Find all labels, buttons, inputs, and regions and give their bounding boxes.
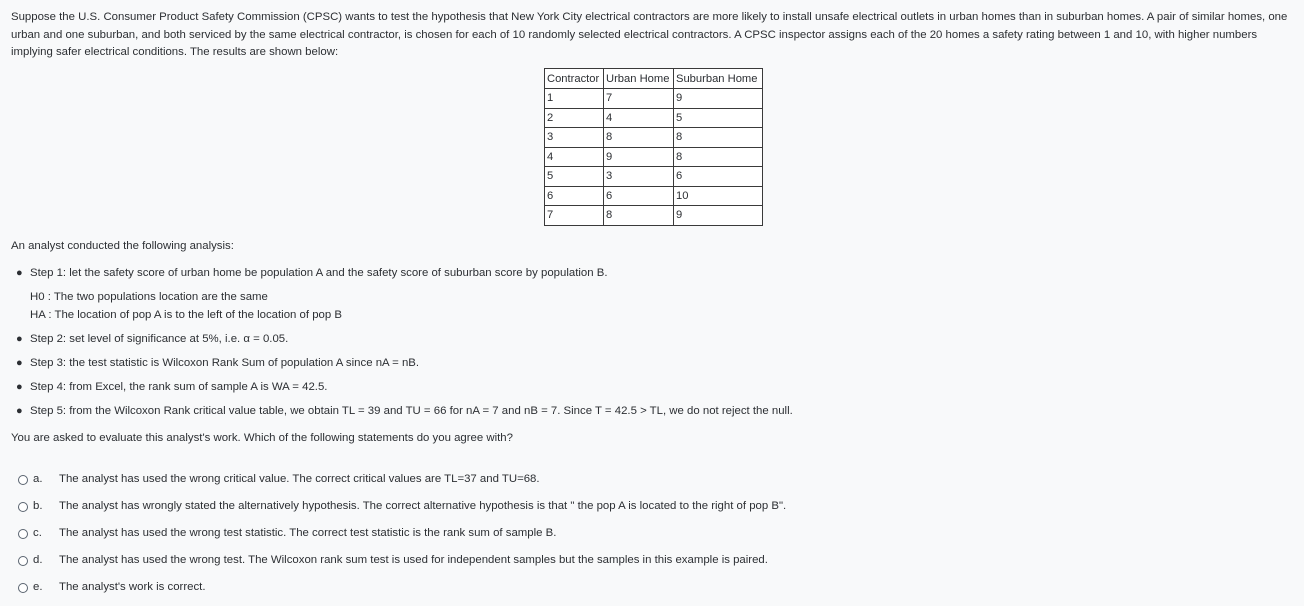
step-item: [11, 330, 1211, 348]
table-row: [545, 186, 763, 206]
column-header-urban-home: Urban Home: [604, 69, 674, 89]
table-cell: 4: [545, 147, 604, 167]
table-cell: 8: [674, 128, 763, 148]
bullet-icon: ●: [16, 333, 23, 345]
bullet-icon: ●: [16, 357, 23, 369]
radio-button-d[interactable]: [18, 556, 28, 566]
table-row: [545, 128, 763, 148]
option-text[interactable]: The analyst has used the wrong test. The Wilcoxon rank sum test is used for independent samples but the samples in this example is paired.: [59, 554, 768, 566]
table-cell: 8: [674, 147, 763, 167]
option-letter: b.: [33, 500, 43, 512]
table-cell: 9: [674, 89, 763, 109]
option-letter: e.: [33, 581, 43, 593]
results-table: [544, 68, 763, 226]
option-text[interactable]: The analyst's work is correct.: [59, 581, 206, 593]
table-cell: 8: [604, 128, 674, 148]
table-row: [545, 206, 763, 226]
step-text: Step 4: from Excel, the rank sum of sample A is WA = 42.5.: [30, 381, 328, 393]
table-cell: 6: [604, 186, 674, 206]
option-e[interactable]: [18, 581, 786, 606]
option-d[interactable]: [18, 554, 786, 581]
table-cell: 7: [545, 206, 604, 226]
step-text: Step 2: set level of significance at 5%, i.e. α = 0.05.: [30, 333, 289, 345]
step-text: Step 5: from the Wilcoxon Rank critical value table, we obtain TL = 39 and TU = 66 for nA = 7 and nB = 7. Since T = 42.5 > TL, we do not reject the null.: [30, 405, 793, 417]
radio-button-b[interactable]: [18, 502, 28, 512]
answer-options: [18, 473, 786, 606]
radio-button-a[interactable]: [18, 475, 28, 485]
table-row: [545, 147, 763, 167]
table-cell: 5: [674, 108, 763, 128]
table-cell: 4: [604, 108, 674, 128]
table-cell: 10: [674, 186, 763, 206]
option-text[interactable]: The analyst has wrongly stated the alternatively hypothesis. The correct alternative hypothesis is that " the pop A is located to the right of pop B".: [59, 500, 787, 512]
option-a[interactable]: [18, 473, 786, 500]
step-item: [11, 354, 1211, 372]
question-text: Suppose the U.S. Consumer Product Safety Commission (CPSC) wants to test the hypothesis that New York City electrical contractors are more likely to install unsafe electrical outlets in urban homes than in suburban homes. A pair of similar homes, one urban and one suburban, and both serviced by the same electrical contractor, is chosen for each of 10 randomly selected electrical contractors. A CPSC inspector assigns each of the 20 homes a safety rating between 1 and 10, with higher numbers implying safer electrical conditions. The results are shown below:: [11, 11, 1288, 59]
table-row: [545, 108, 763, 128]
bullet-icon: ●: [16, 267, 23, 279]
option-letter: c.: [33, 527, 42, 539]
step-item: [11, 378, 1211, 396]
table-cell: 6: [674, 167, 763, 187]
table-header-row: [545, 69, 763, 89]
table-cell: 5: [545, 167, 604, 187]
table-row: [545, 167, 763, 187]
null-hypothesis: H0 : The two populations location are the same: [30, 291, 268, 303]
table-cell: 9: [674, 206, 763, 226]
table-cell: 1: [545, 89, 604, 109]
table-row: [545, 89, 763, 109]
table-cell: 2: [545, 108, 604, 128]
table-cell: 6: [545, 186, 604, 206]
step-text: Step 1: let the safety score of urban home be population A and the safety score of suburban score by population B.: [30, 267, 608, 279]
analysis-intro: An analyst conducted the following analysis:: [11, 240, 234, 252]
option-b[interactable]: [18, 500, 786, 527]
column-header-contractor: Contractor: [545, 69, 604, 89]
option-c[interactable]: [18, 527, 786, 554]
bullet-icon: ●: [16, 381, 23, 393]
table-cell: 3: [545, 128, 604, 148]
step-text: Step 3: the test statistic is Wilcoxon Rank Sum of population A since nA = nB.: [30, 357, 420, 369]
radio-button-c[interactable]: [18, 529, 28, 539]
table-cell: 9: [604, 147, 674, 167]
table-cell: 7: [604, 89, 674, 109]
alternative-hypothesis: HA : The location of pop A is to the left of the location of pop B: [30, 309, 342, 321]
table-cell: 8: [604, 206, 674, 226]
column-header-suburban-home: Suburban Home: [674, 69, 763, 89]
option-letter: d.: [33, 554, 43, 566]
hypotheses: [11, 288, 1211, 324]
radio-button-e[interactable]: [18, 583, 28, 593]
table-cell: 3: [604, 167, 674, 187]
step-item: [11, 402, 1211, 420]
bullet-icon: ●: [16, 405, 23, 417]
option-text[interactable]: The analyst has used the wrong test statistic. The correct test statistic is the rank sum of sample B.: [59, 527, 557, 539]
option-text[interactable]: The analyst has used the wrong critical value. The correct critical values are TL=37 and TU=68.: [59, 473, 540, 485]
question-prompt: You are asked to evaluate this analyst's work. Which of the following statements do you agree with?: [11, 432, 513, 444]
analysis-steps: [11, 264, 1211, 420]
option-letter: a.: [33, 473, 43, 485]
step-item: [11, 264, 1211, 282]
